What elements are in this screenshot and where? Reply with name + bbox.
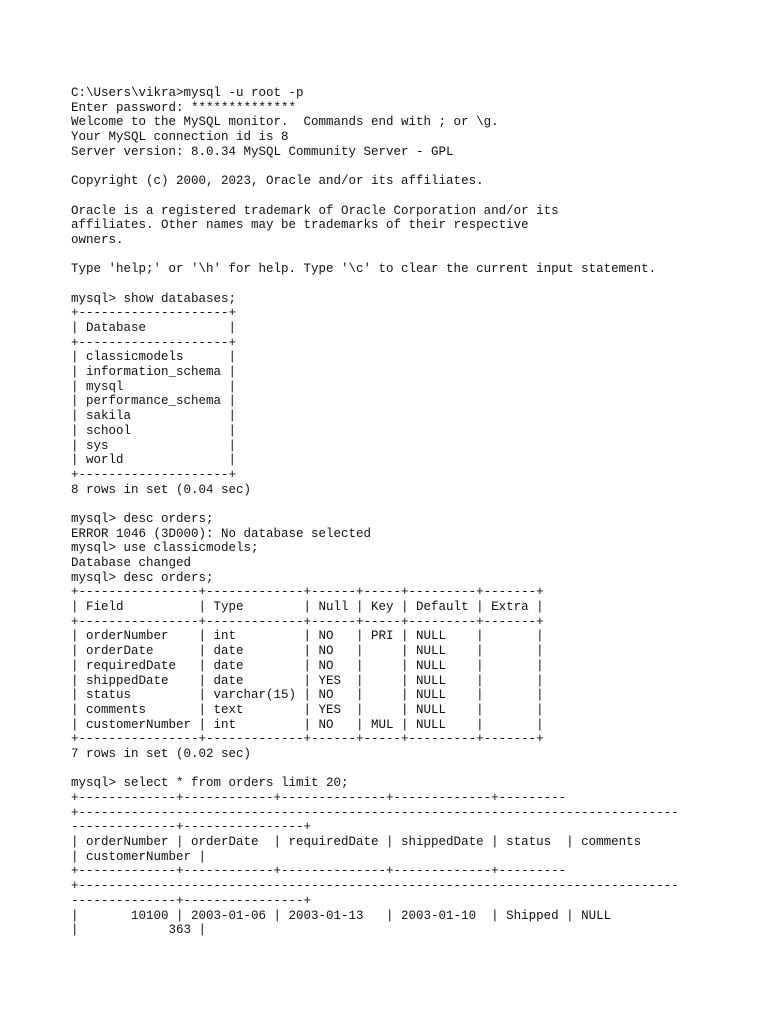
transcript-line: +--------------------+: [71, 306, 237, 321]
transcript-line: | sakila |: [71, 409, 237, 424]
transcript-line: Oracle is a registered trademark of Oracle Corporation and/or its: [71, 203, 559, 218]
transcript-line: +----------------+-------------+------+-----+---------+-------+: [71, 585, 544, 600]
transcript-line: +--------------------+: [71, 335, 237, 350]
transcript-line: Your MySQL connection id is 8: [71, 130, 289, 145]
transcript-line: 7 rows in set (0.02 sec): [71, 746, 252, 761]
transcript-line: | Database |: [71, 321, 237, 335]
transcript-line: | orderDate | date | NO | | NULL | |: [71, 644, 544, 659]
transcript-line: | 10100 | 2003-01-06 | 2003-01-13 | 2003-01-10 | Shipped | NULL: [71, 908, 612, 923]
transcript-line: Database changed: [71, 556, 192, 570]
transcript-line: mysql> desc orders;: [71, 570, 214, 585]
transcript-line: owners.: [71, 232, 124, 247]
transcript-line: Welcome to the MySQL monitor. Commands end with ; or \g.: [71, 115, 499, 130]
blank-line: [71, 497, 761, 512]
transcript-line: | shippedDate | date | YES | | NULL | |: [71, 673, 544, 688]
transcript-line: | status | varchar(15) | NO | | NULL | |: [71, 688, 544, 703]
transcript-line: mysql> select * from orders limit 20;: [71, 776, 349, 791]
transcript-line: Server version: 8.0.34 MySQL Community Server - GPL: [71, 144, 454, 159]
blank-line: [71, 762, 761, 777]
transcript-line: | school |: [71, 423, 237, 438]
transcript-line: mysql> desc orders;: [71, 511, 214, 526]
transcript-line: --------------+----------------+: [71, 820, 312, 835]
transcript-line: | 363 |: [71, 923, 207, 938]
transcript-line: | orderNumber | orderDate | requiredDate | shippedDate | status | comments: [71, 835, 642, 850]
transcript-line: +--------------------+: [71, 467, 237, 482]
terminal-transcript: [71, 86, 761, 938]
transcript-line: Copyright (c) 2000, 2023, Oracle and/or its affiliates.: [71, 174, 484, 189]
transcript-line: | comments | text | YES | | NULL | |: [71, 702, 544, 717]
transcript-line: affiliates. Other names may be trademarks of their respective: [71, 218, 529, 233]
blank-line: [71, 248, 761, 263]
transcript-line: +-------------+------------+--------------+-------------+---------: [71, 864, 567, 879]
transcript-line: | customerNumber |: [71, 849, 207, 864]
transcript-line: Type 'help;' or '\h' for help. Type '\c' to clear the current input statement.: [71, 262, 657, 277]
transcript-line: mysql> use classicmodels;: [71, 541, 259, 556]
transcript-line: | performance_schema |: [71, 394, 237, 409]
transcript-line: | world |: [71, 453, 237, 468]
transcript-line: | mysql |: [71, 379, 237, 394]
transcript-line: ERROR 1046 (3D000): No database selected: [71, 526, 372, 541]
transcript-line: +--------------------------------------------------------------------------------: [71, 805, 679, 820]
transcript-line: C:\Users\vikra>mysql -u root -p: [71, 86, 304, 100]
transcript-line: mysql> show databases;: [71, 291, 237, 306]
transcript-line: +----------------+-------------+------+-----+---------+-------+: [71, 614, 544, 629]
blank-line: [71, 277, 761, 292]
transcript-line: +-------------+------------+--------------+-------------+---------: [71, 791, 567, 805]
transcript-line: | Field | Type | Null | Key | Default | Extra |: [71, 600, 544, 615]
transcript-line: | information_schema |: [71, 365, 237, 380]
transcript-line: | classicmodels |: [71, 350, 237, 365]
transcript-line: --------------+----------------+: [71, 893, 312, 908]
transcript-line: +--------------------------------------------------------------------------------: [71, 879, 679, 894]
blank-line: [71, 159, 761, 174]
transcript-line: | sys |: [71, 438, 237, 453]
blank-line: [71, 189, 761, 204]
transcript-line: Enter password: **************: [71, 100, 297, 115]
transcript-line: +----------------+-------------+------+-----+---------+-------+: [71, 732, 544, 747]
transcript-line: | requiredDate | date | NO | | NULL | |: [71, 658, 544, 673]
transcript-line: | customerNumber | int | NO | MUL | NULL | |: [71, 717, 544, 732]
transcript-line: 8 rows in set (0.04 sec): [71, 482, 252, 497]
transcript-line: | orderNumber | int | NO | PRI | NULL | |: [71, 629, 544, 644]
